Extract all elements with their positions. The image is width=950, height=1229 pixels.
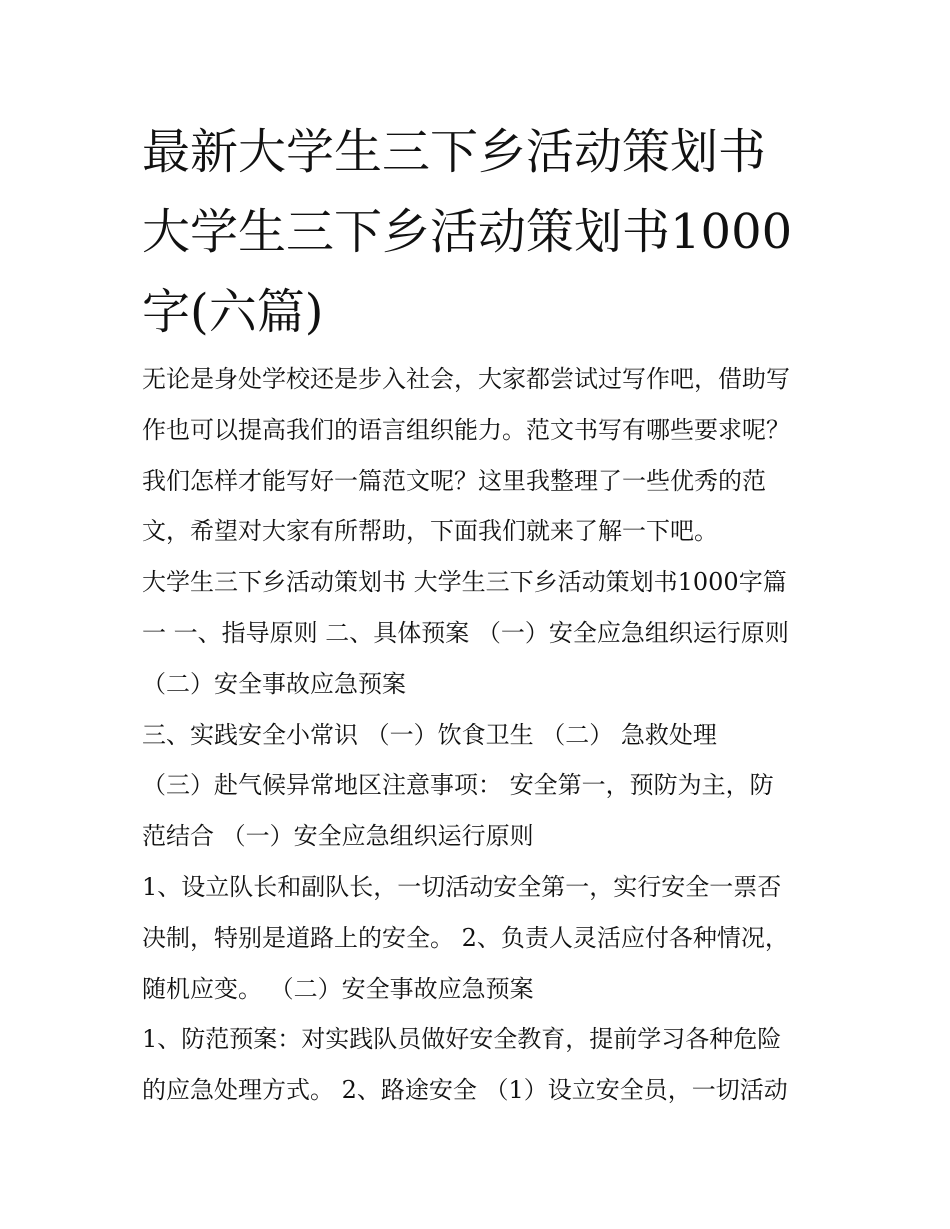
body-line: 决制，特别是道路上的安全。 2、负责人灵活应付各种情况，: [142, 924, 789, 952]
body-line: 无论是身处学校还是步入社会，大家都尝试过写作吧，借助写: [142, 365, 790, 393]
body-line: 一 一、指导原则 二、具体预案 （一）安全应急组织运行原则: [142, 619, 789, 647]
title-line-3: 字(六篇): [142, 284, 324, 340]
body-line: 作也可以提高我们的语言组织能力。范文书写有哪些要求呢？: [142, 416, 790, 444]
body-line: 的应急处理方式。 2、路途安全 （1）设立安全员，一切活动: [142, 1076, 788, 1104]
title-line-2: 大学生三下乡活动策划书1000: [142, 204, 793, 260]
body-line: （二）安全事故应急预案: [142, 670, 406, 698]
document-title: [142, 112, 822, 352]
body-line: 随机应变。 （二）安全事故应急预案: [142, 975, 534, 1003]
body-line: 范结合 （一）安全应急组织运行原则: [142, 822, 534, 850]
body-line: （三）赴气候异常地区注意事项： 安全第一，预防为主，防: [142, 771, 774, 799]
body-line: 大学生三下乡活动策划书 大学生三下乡活动策划书1000字篇: [142, 568, 787, 596]
body-line: 文，希望对大家有所帮助，下面我们就来了解一下吧。: [142, 517, 718, 545]
title-line-1: 最新大学生三下乡活动策划书: [142, 124, 767, 180]
body-line: 1、设立队长和副队长，一切活动安全第一，实行安全一票否: [142, 873, 782, 901]
body-line: 1、防范预案：对实践队员做好安全教育，提前学习各种危险: [142, 1025, 782, 1053]
body-line: 三、实践安全小常识 （一）饮食卫生 （二） 急救处理: [142, 721, 717, 749]
body-line: 我们怎样才能写好一篇范文呢？这里我整理了一些优秀的范: [142, 467, 766, 495]
